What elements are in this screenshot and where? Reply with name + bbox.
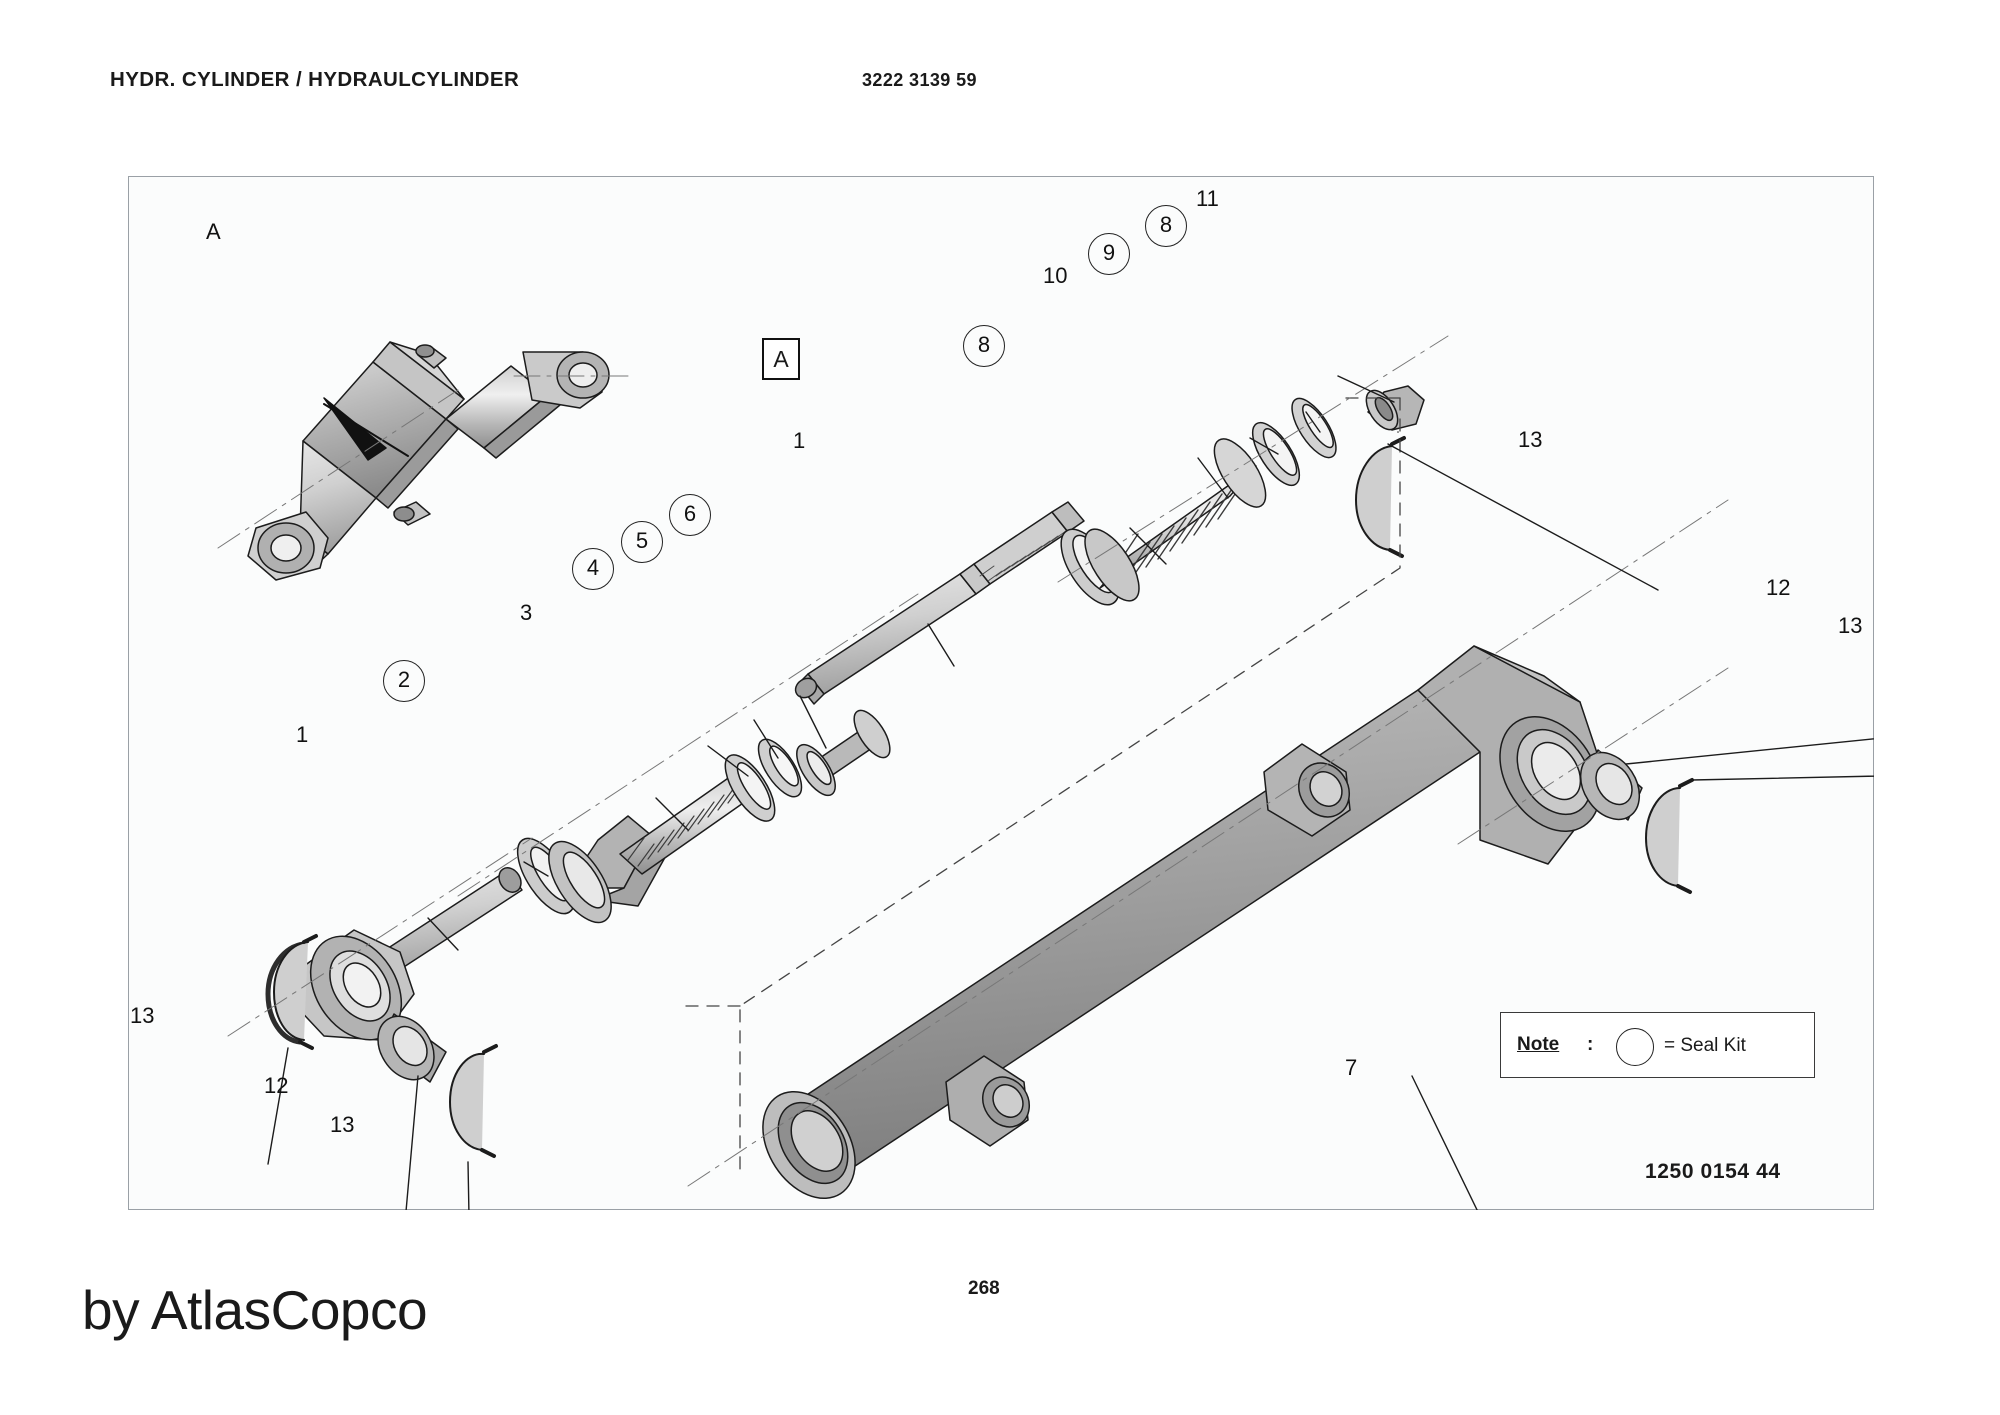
callout-13-left: 13	[130, 1003, 155, 1028]
callout-3: 3	[520, 600, 533, 625]
note-label: Note	[1517, 1034, 1560, 1055]
callout-8-right: 8	[1145, 205, 1187, 247]
circle-icon	[1616, 1028, 1654, 1066]
callout-1-left: 1	[296, 722, 309, 747]
part-number: 3222 3139 59	[862, 70, 977, 90]
page-title: HYDR. CYLINDER / HYDRAULCYLINDER	[110, 68, 520, 91]
callout-4: 4	[572, 548, 614, 590]
callout-13-bottom: 13	[330, 1112, 355, 1137]
detail-marker-a-letter: A	[773, 345, 789, 372]
detail-marker-a-box	[762, 338, 800, 380]
callout-10: 10	[1043, 263, 1068, 288]
callout-12-right: 12	[1766, 575, 1791, 600]
callout-5: 5	[621, 521, 663, 563]
note-colon: :	[1587, 1034, 1594, 1055]
callout-13-right: 13	[1838, 613, 1863, 638]
callout-8-left: 8	[963, 325, 1005, 367]
callout-1-top: 1	[793, 428, 806, 453]
callout-7: 7	[1345, 1055, 1358, 1080]
callout-9: 9	[1088, 233, 1130, 275]
note-box	[1500, 1012, 1815, 1078]
note-text: = Seal Kit	[1664, 1035, 1746, 1056]
brand-logo: by AtlasCopco	[82, 1279, 428, 1341]
callout-a: A	[206, 219, 221, 244]
drawing-number: 1250 0154 44	[1645, 1160, 1781, 1183]
page-number: 268	[968, 1278, 1000, 1299]
callout-2: 2	[383, 660, 425, 702]
callout-6: 6	[669, 494, 711, 536]
callout-11: 11	[1196, 186, 1219, 211]
callout-13-top-right: 13	[1518, 427, 1543, 452]
callout-12-left: 12	[264, 1073, 289, 1098]
